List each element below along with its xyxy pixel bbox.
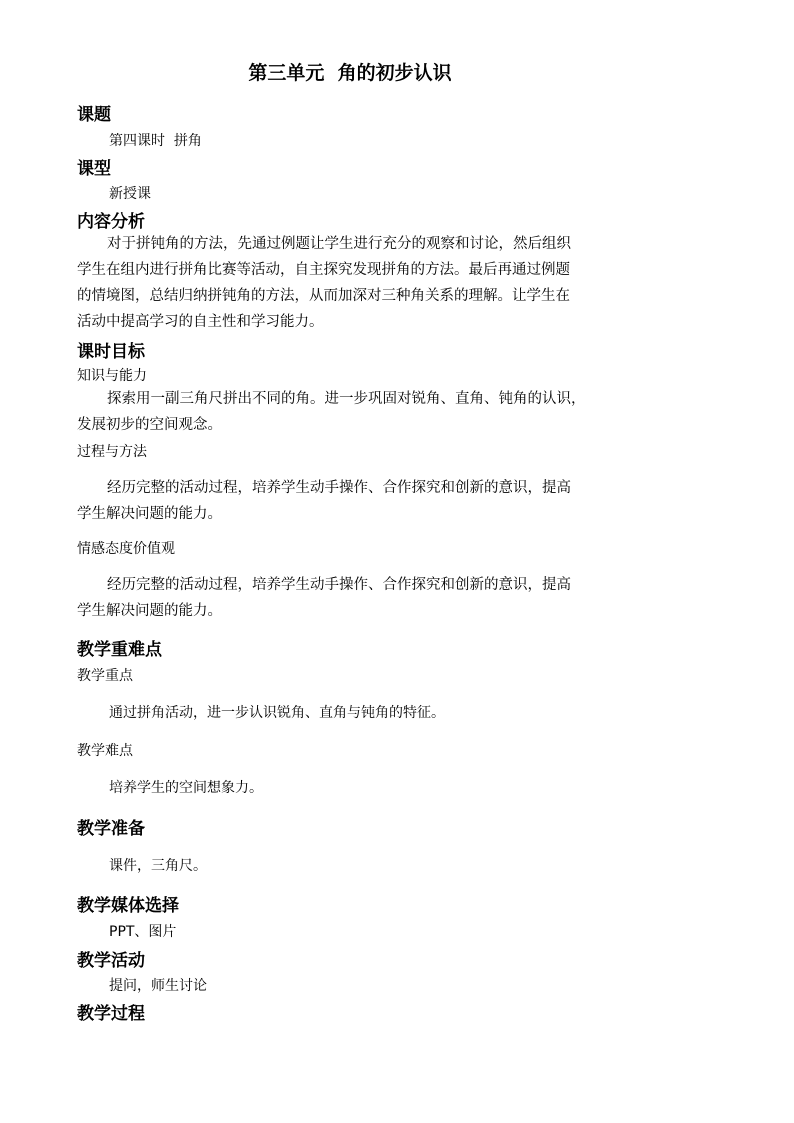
- subheading-process-method: 过程与方法: [77, 444, 147, 460]
- subheading-teaching-difficulty: 教学难点: [77, 743, 133, 759]
- content-analysis-line: 活动中提高学习的自主性和学习能力。: [77, 314, 324, 330]
- knowledge-ability-paragraph: [77, 386, 637, 438]
- lesson-type-value: 新授课: [109, 186, 151, 202]
- heading-lesson-topic: 课题: [77, 105, 111, 125]
- teaching-difficulty-value: 培养学生的空间想象力。: [109, 780, 263, 796]
- subheading-emotion-attitude-values: 情感态度价值观: [77, 541, 175, 557]
- process-method-line: 学生解决问题的能力。: [77, 506, 222, 522]
- emotion-attitude-line: 经历完整的活动过程，培养学生动手操作、合作探究和创新的意识，提高: [107, 577, 571, 593]
- heading-lesson-type: 课型: [77, 159, 111, 179]
- lesson-topic-value: 第四课时 拼角: [109, 133, 202, 149]
- process-method-paragraph: [77, 475, 637, 527]
- emotion-attitude-line: 学生解决问题的能力。: [77, 603, 222, 619]
- content-analysis-paragraph: [77, 231, 637, 335]
- heading-content-analysis: 内容分析: [77, 212, 145, 232]
- content-analysis-line: 的情境图，总结归纳拼钝角的方法，从而加深对三种角关系的理解。让学生在: [77, 288, 570, 304]
- heading-teaching-activities: 教学活动: [77, 951, 145, 971]
- media-selection-value: PPT、图片: [109, 924, 177, 940]
- content-analysis-line: 学生在组内进行拼角比赛等活动，自主探究发现拼角的方法。最后再通过例题: [77, 262, 570, 278]
- heading-key-difficult-points: 教学重难点: [77, 640, 162, 660]
- teaching-preparation-value: 课件，三角尺。: [109, 858, 207, 874]
- heading-lesson-objectives: 课时目标: [77, 342, 145, 362]
- heading-teaching-preparation: 教学准备: [77, 819, 145, 839]
- knowledge-ability-line: 发展初步的空间观念。: [77, 417, 222, 433]
- heading-media-selection: 教学媒体选择: [77, 896, 179, 916]
- content-analysis-line: 对于拼钝角的方法，先通过例题让学生进行充分的观察和讨论，然后组织: [107, 236, 571, 252]
- teaching-activities-value: 提问，师生讨论: [109, 978, 207, 994]
- document-title: 第三单元 角的初步认识: [248, 62, 452, 84]
- subheading-teaching-focus: 教学重点: [77, 668, 133, 684]
- knowledge-ability-line: 探索用一副三角尺拼出不同的角。进一步巩固对锐角、直角、钝角的认识，: [107, 391, 586, 407]
- subheading-knowledge-ability: 知识与能力: [77, 368, 147, 384]
- heading-teaching-process: 教学过程: [77, 1004, 145, 1024]
- process-method-line: 经历完整的活动过程，培养学生动手操作、合作探究和创新的意识，提高: [107, 480, 571, 496]
- emotion-attitude-paragraph: [77, 572, 637, 624]
- teaching-focus-value: 通过拼角活动，进一步认识锐角、直角与钝角的特征。: [109, 705, 445, 721]
